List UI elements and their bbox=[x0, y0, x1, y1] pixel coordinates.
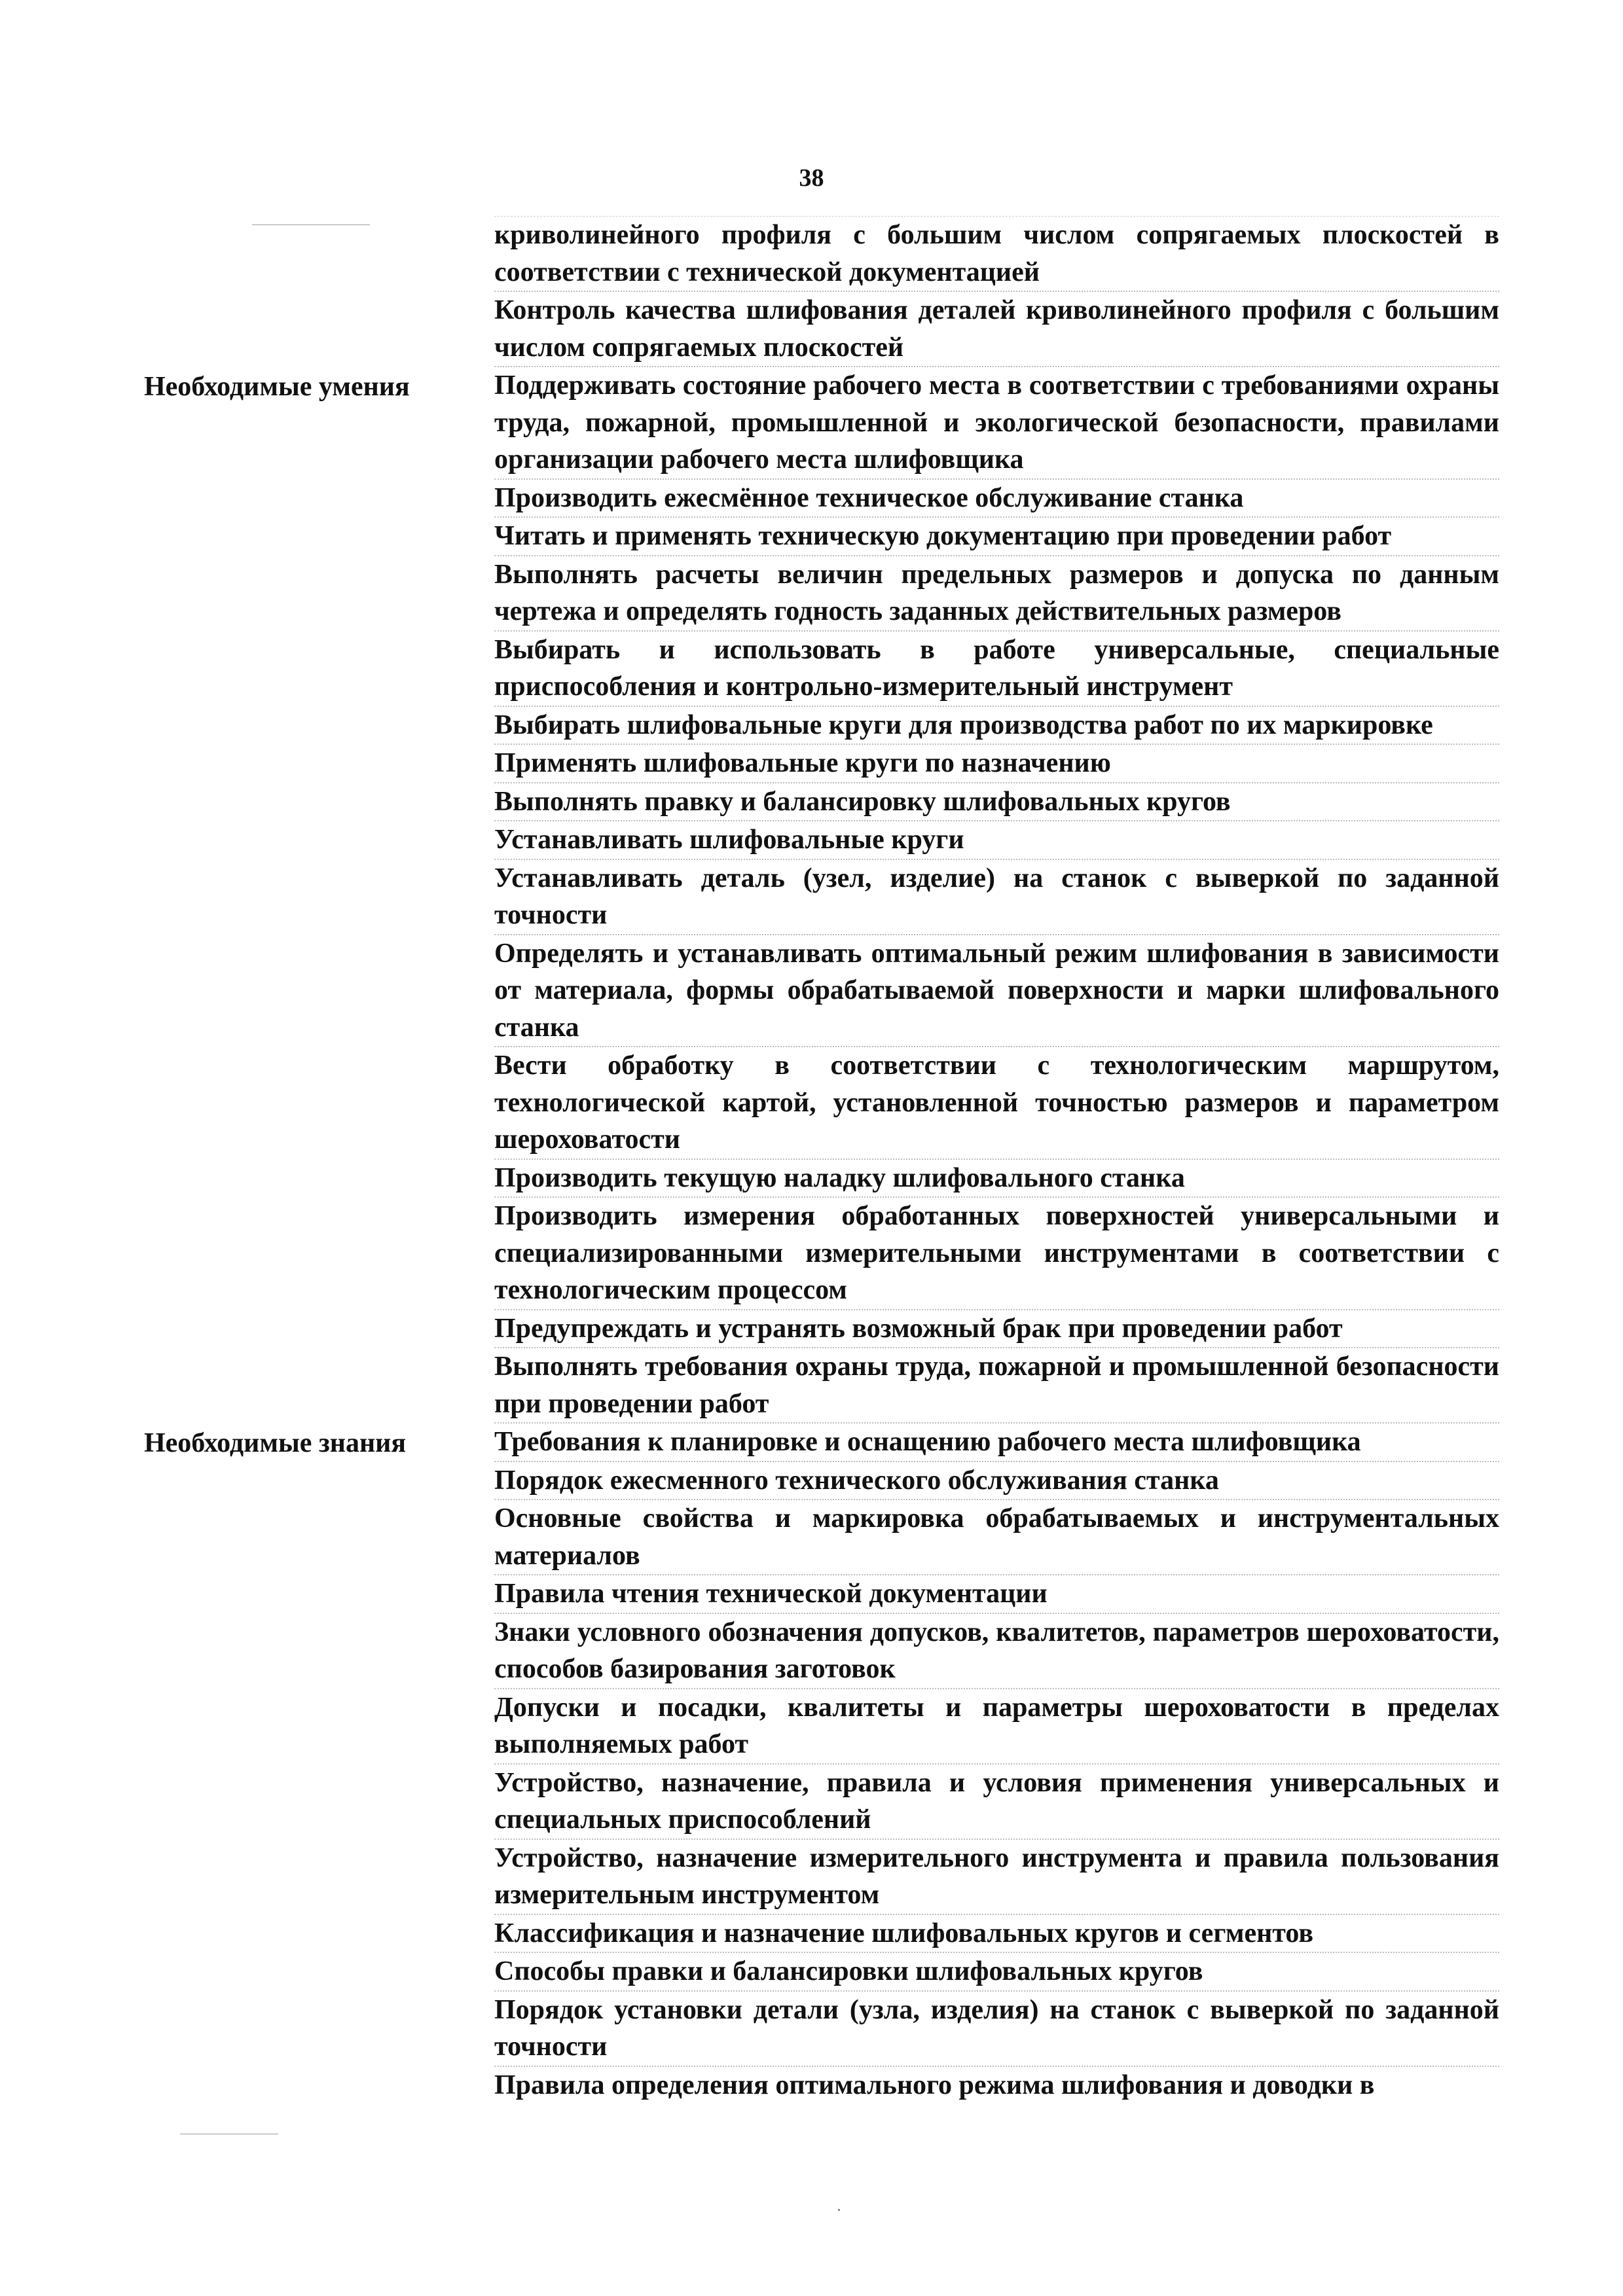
table-cell: Производить измерения обработанных поверхностей универсальными и специализированными измерительными инструментами в соответствии с технологическим процессом bbox=[494, 1196, 1499, 1309]
table-cell: Устанавливать шлифовальные круги bbox=[494, 820, 1499, 859]
section-label-skills: Необходимые умения bbox=[144, 372, 410, 402]
table-cell: Выбирать шлифовальные круги для производства работ по их маркировке bbox=[494, 706, 1499, 744]
table-cell: Способы правки и балансировки шлифовальных кругов bbox=[494, 1952, 1499, 1990]
table-cell: криволинейного профиля с большим числом сопрягаемых плоскостей в соответствии с технической документацией bbox=[494, 216, 1499, 291]
table-cell: Требования к планировке и оснащению рабочего места шлифовщика bbox=[494, 1422, 1499, 1461]
section-items bbox=[494, 1422, 1499, 2104]
table-cell: Определять и устанавливать оптимальный режим шлифования в зависимости от материала, формы обрабатываемой поверхности и марки шлифовального станка bbox=[494, 934, 1499, 1047]
table-section-continuation bbox=[144, 216, 1499, 366]
table-cell: Контроль качества шлифования деталей криволинейного профиля с большим числом сопрягаемых плоскостей bbox=[494, 291, 1499, 366]
table-cell: Читать и применять техническую документацию при проведении работ bbox=[494, 516, 1499, 555]
table-cell: Порядок установки детали (узла, изделия) на станок с выверкой по заданной точности bbox=[494, 1990, 1499, 2066]
table-cell: Применять шлифовальные круги по назначению bbox=[494, 744, 1499, 782]
table-cell: Выполнять расчеты величин предельных размеров и допуска по данным чертежа и определять годность заданных действительных размеров bbox=[494, 555, 1499, 630]
table-cell: Выполнять правку и балансировку шлифовальных кругов bbox=[494, 782, 1499, 821]
page-number: 38 bbox=[799, 164, 824, 192]
scan-artifact-dot bbox=[838, 2209, 840, 2211]
section-items bbox=[494, 216, 1499, 366]
table-cell: Производить текущую наладку шлифовального станка bbox=[494, 1158, 1499, 1197]
table-cell: Классификация и назначение шлифовальных кругов и сегментов bbox=[494, 1914, 1499, 1952]
table-section-knowledge bbox=[144, 1422, 1499, 2104]
section-label-knowledge: Необходимые знания bbox=[144, 1428, 407, 1458]
table-cell: Выполнять требования охраны труда, пожарной и промышленной безопасности при проведении работ bbox=[494, 1347, 1499, 1422]
table-cell: Устройство, назначение измерительного инструмента и правила пользования измерительным инструментом bbox=[494, 1839, 1499, 1914]
table-cell: Предупреждать и устранять возможный брак при проведении работ bbox=[494, 1309, 1499, 1348]
section-label bbox=[144, 216, 494, 219]
table-cell: Порядок ежесменного технического обслуживания станка bbox=[494, 1461, 1499, 1499]
table-cell: Основные свойства и маркировка обрабатываемых и инструментальных материалов bbox=[494, 1499, 1499, 1574]
table-cell: Правила чтения технической документации bbox=[494, 1574, 1499, 1613]
table-cell: Вести обработку в соответствии с технологическим маршрутом, технологической картой, установленной точностью размеров и параметром шероховатости bbox=[494, 1046, 1499, 1158]
table-cell: Устройство, назначение, правила и условия применения универсальных и специальных приспособлений bbox=[494, 1763, 1499, 1839]
table-cell: Производить ежесмённое техническое обслуживание станка bbox=[494, 478, 1499, 517]
table-cell: Выбирать и использовать в работе универсальные, специальные приспособления и контрольно-измерительный инструмент bbox=[494, 630, 1499, 706]
table-cell: Устанавливать деталь (узел, изделие) на станок с выверкой по заданной точности bbox=[494, 859, 1499, 934]
qualification-table bbox=[144, 216, 1499, 2104]
table-cell: Знаки условного обозначения допусков, квалитетов, параметров шероховатости, способов базирования заготовок bbox=[494, 1613, 1499, 1688]
table-cell: Поддерживать состояние рабочего места в соответствии с требованиями охраны труда, пожарной, промышленной и экологической безопасности, правилами организации рабочего места шлифовщика bbox=[494, 366, 1499, 478]
table-section-skills bbox=[144, 366, 1499, 1422]
section-items bbox=[494, 366, 1499, 1422]
table-cell: Допуски и посадки, квалитеты и параметры шероховатости в пределах выполняемых работ bbox=[494, 1688, 1499, 1763]
table-cell: Правила определения оптимального режима шлифования и доводки в bbox=[494, 2066, 1499, 2104]
